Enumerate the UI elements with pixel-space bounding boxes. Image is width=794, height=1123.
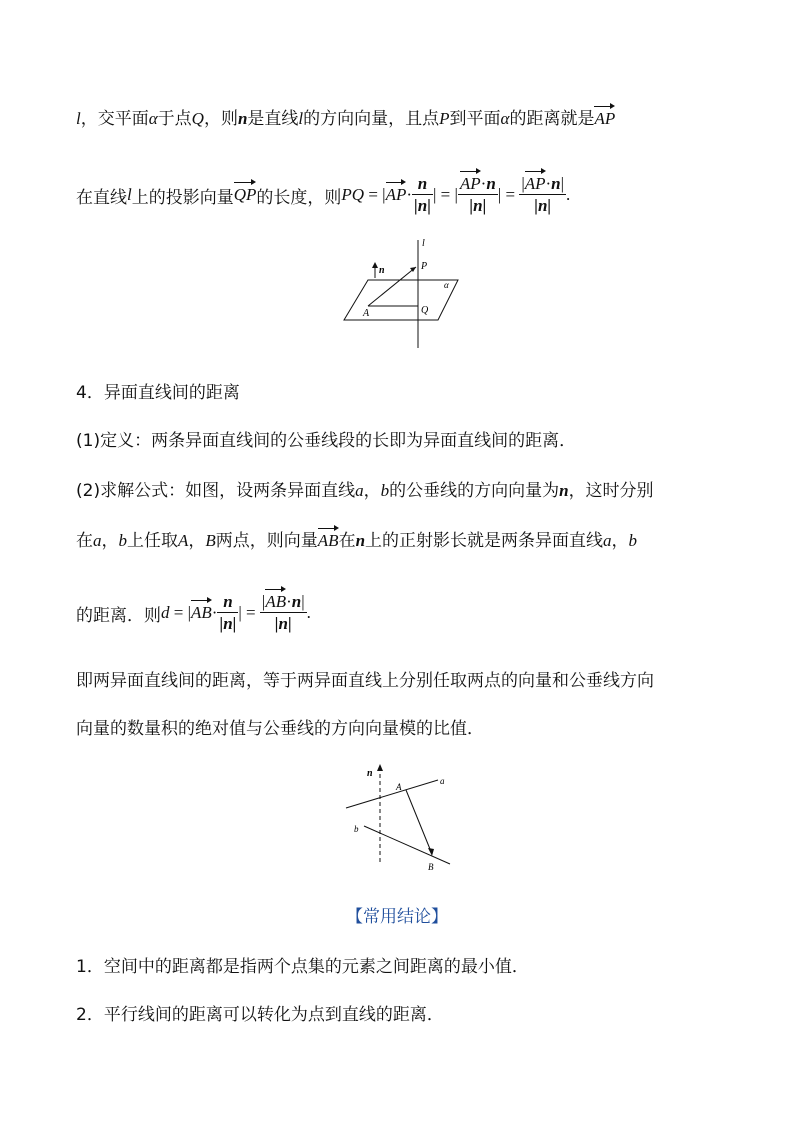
common-conclusions-title: 【常用结论】 — [346, 907, 448, 927]
abs: | — [261, 591, 266, 611]
line-b — [364, 826, 450, 864]
text: 是直线 — [247, 109, 299, 129]
var-a: a — [603, 531, 612, 550]
text: 的公垂线的方向向量为 — [389, 481, 560, 501]
fraction-n-over-norm — [412, 174, 433, 217]
var-l: l — [76, 109, 81, 128]
numerator: n — [217, 592, 238, 613]
var-b: b — [118, 531, 127, 550]
label-l: l — [422, 238, 425, 249]
text: ，这时分别 — [568, 481, 654, 501]
text: 的距离就是 — [509, 109, 595, 129]
var-l: l — [298, 109, 304, 128]
figure-skew-lines — [340, 760, 458, 876]
denominator: |n| — [469, 195, 487, 215]
vector-ab: AB — [191, 603, 212, 622]
denominator: |n| — [534, 195, 552, 215]
abs: | — [301, 591, 305, 611]
vector-ap: AP — [459, 173, 481, 193]
line-a — [346, 780, 438, 808]
vector-ap: AP — [385, 185, 407, 204]
equals: | = — [497, 185, 520, 204]
vector-ab: AB — [317, 531, 339, 550]
label-p: P — [421, 261, 428, 272]
figure-plane-distance — [338, 236, 468, 354]
vector-n: n — [237, 109, 248, 128]
var-b: b — [380, 481, 390, 500]
vector-n: n — [355, 531, 366, 550]
text: 的方向向量，且点 — [303, 109, 440, 129]
text: 上任取 — [127, 531, 178, 551]
text: ， — [101, 531, 119, 551]
text: 上的正射影长就是两条异面直线 — [365, 531, 604, 551]
vector-ab: AB — [265, 591, 287, 611]
numerator — [458, 174, 498, 195]
fraction-dot-over-norm — [458, 174, 498, 217]
paragraph-2 — [76, 160, 570, 230]
dot: · — [286, 591, 292, 611]
var-a: a — [355, 481, 364, 500]
var-b: b — [628, 531, 638, 550]
vector-n: n — [551, 173, 561, 193]
label-q: Q — [421, 305, 429, 316]
paragraph-1 — [76, 104, 615, 129]
conclusion-2: 2．平行线间的距离可以转化为点到直线的距离． — [76, 1005, 444, 1025]
vector-ap: AP — [594, 109, 616, 128]
period: . — [306, 603, 311, 622]
equals: | = — [238, 603, 260, 622]
numerator — [260, 592, 307, 613]
paragraph-7: 向量的数量积的绝对值与公垂线的方向向量模的比值． — [76, 719, 484, 739]
var-d: d — [161, 603, 170, 622]
paragraph-6: 即两异面直线间的距离，等于两异面直线上分别任取两点的向量和公垂线方向 — [76, 671, 654, 691]
label-alpha: α — [444, 280, 449, 290]
equals: | = | — [432, 185, 458, 204]
equals: = | — [169, 603, 191, 622]
text: 在 — [76, 531, 93, 551]
fraction-abs-over-norm — [519, 174, 566, 217]
paragraph-5 — [76, 578, 311, 648]
fraction-n-over-norm — [217, 592, 238, 635]
arrow-n — [372, 262, 378, 268]
equals: = | — [364, 185, 386, 204]
arrow-n — [377, 764, 383, 771]
var-l: l — [127, 185, 132, 204]
var-pq: PQ — [341, 185, 365, 204]
var-a: a — [93, 531, 102, 550]
var-b-point: B — [205, 531, 216, 550]
plane-alpha — [344, 280, 458, 320]
text: 两点，则向量 — [215, 531, 318, 551]
text: 的长度，则 — [256, 187, 342, 208]
paragraph-3 — [76, 476, 654, 501]
vector-n: n — [559, 481, 569, 500]
section-heading: 4．异面直线间的距离 — [76, 383, 240, 403]
text: 于点 — [157, 109, 192, 129]
dot: · — [545, 173, 552, 193]
label-b-line: b — [354, 824, 359, 834]
label-b-point: B — [428, 862, 434, 872]
var-alpha: α — [500, 109, 510, 128]
text: 在 — [338, 531, 356, 551]
text: (2)求解公式：如图，设两条异面直线 — [76, 481, 356, 501]
label-n: n — [367, 768, 373, 779]
conclusion-1: 1．空间中的距离都是指两个点集的元素之间距离的最小值． — [76, 957, 529, 977]
var-q: Q — [191, 109, 204, 128]
vector-n: n — [291, 591, 302, 611]
text: 上的投影向量 — [131, 187, 234, 208]
var-p: P — [439, 109, 450, 128]
definition: (1)定义：两条异面直线间的公垂线段的长即为异面直线间的距离． — [76, 431, 577, 451]
var-alpha: α — [148, 109, 158, 128]
label-n: n — [379, 265, 385, 276]
vector-qp: QP — [233, 185, 257, 204]
dot: · — [406, 185, 413, 204]
text: ，则 — [203, 109, 238, 129]
label-a-line: a — [440, 776, 445, 786]
label-a: A — [363, 308, 370, 319]
denominator: |n| — [274, 613, 292, 633]
var-a-point: A — [178, 531, 189, 550]
text: ， — [363, 481, 381, 501]
dot: · — [211, 603, 218, 622]
abs: | — [560, 173, 565, 193]
numerator — [519, 174, 566, 195]
text: 到平面 — [449, 109, 501, 129]
fraction-abs-over-norm — [260, 592, 307, 635]
text: ，交平面 — [80, 109, 149, 129]
numerator: n — [412, 174, 433, 195]
denominator: |n| — [219, 613, 237, 633]
period: . — [566, 185, 571, 204]
segment-ab — [406, 790, 432, 854]
label-a-point: A — [396, 782, 402, 792]
text: 的距离．则 — [76, 605, 161, 626]
text: 在直线 — [76, 187, 127, 208]
abs: | — [521, 173, 525, 193]
vector-ap: AP — [524, 173, 546, 193]
text: ， — [188, 531, 206, 551]
dot: · — [480, 173, 487, 193]
paragraph-4 — [76, 526, 637, 551]
text: ， — [611, 531, 629, 551]
denominator: |n| — [414, 195, 431, 215]
vector-n: n — [486, 173, 496, 193]
